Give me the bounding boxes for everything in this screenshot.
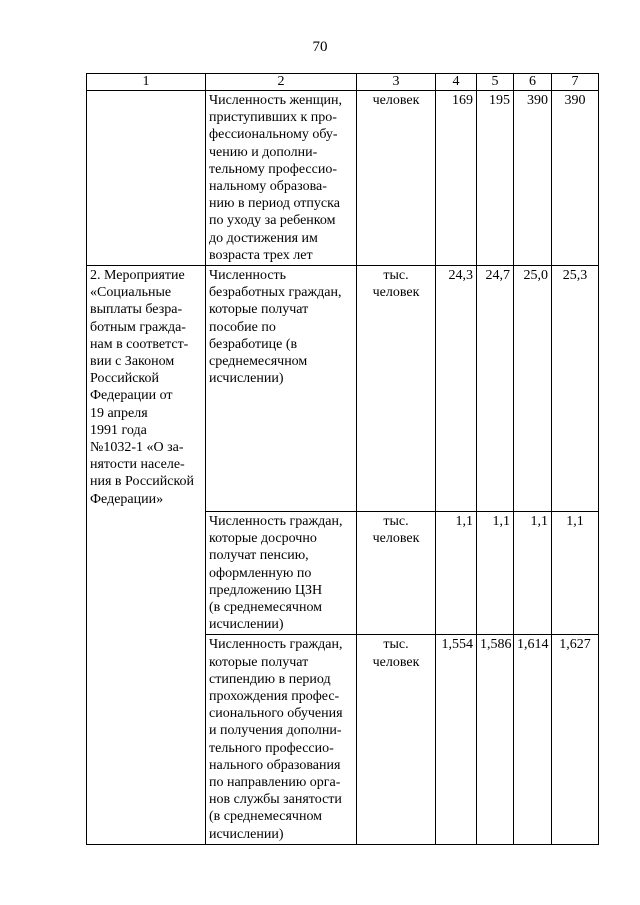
value-cell-col7: 25,3 (552, 266, 599, 512)
value-cell-col5: 1,1 (477, 512, 514, 635)
value-cell-col4: 1,554 (436, 635, 477, 844)
value-cell-col6: 25,0 (514, 266, 552, 512)
column-header-3: 3 (357, 74, 436, 91)
indicator-cell: Численность безработных граждан, которые получат пособие по безработице (в среднемесячном исчислении) (206, 266, 357, 512)
column-header-2: 2 (206, 74, 357, 91)
table-row (87, 266, 599, 512)
column-header-1: 1 (87, 74, 206, 91)
column-header-5: 5 (477, 74, 514, 91)
column-number-header-row (87, 74, 599, 91)
event-cell (87, 91, 206, 266)
value-cell-col5: 195 (477, 91, 514, 266)
value-cell-col4: 24,3 (436, 266, 477, 512)
unit-cell: тыс. человек (357, 266, 436, 512)
value-cell-col5: 1,586 (477, 635, 514, 844)
value-cell-col7: 1,627 (552, 635, 599, 844)
program-indicators-table (86, 73, 599, 845)
column-header-6: 6 (514, 74, 552, 91)
unit-cell: тыс. человек (357, 512, 436, 635)
value-cell-col4: 169 (436, 91, 477, 266)
unit-cell: тыс. человек (357, 635, 436, 844)
value-cell-col6: 390 (514, 91, 552, 266)
unit-cell: человек (357, 91, 436, 266)
indicator-cell: Численность женщин, приступивших к про- фессиональному обу- чению и дополни- тельному профессио- нальному образова- нию в период отпуска по уходу за ребенком до достижения им возраста трех лет (206, 91, 357, 266)
column-header-7: 7 (552, 74, 599, 91)
event-cell: 2. Мероприятие «Социальные выплаты безра- ботным гражда- нам в соответст- вии с Законом Российской Федерации от 19 апреля 1991 года №1032-1 «О за- нятости населе- ния в Российской Федерации» (87, 266, 206, 845)
value-cell-col6: 1,614 (514, 635, 552, 844)
indicator-cell: Численность граждан, которые досрочно получат пенсию, оформленную по предложению ЦЗН (в среднемесячном исчислении) (206, 512, 357, 635)
column-header-4: 4 (436, 74, 477, 91)
page-number: 70 (312, 39, 328, 55)
value-cell-col4: 1,1 (436, 512, 477, 635)
value-cell-col7: 1,1 (552, 512, 599, 635)
indicator-cell: Численность граждан, которые получат стипендию в период прохождения профес- сионального обучения и получения дополни- тельного профессио- нального образования по направлению орга- нов службы занятости (в среднемесячном исчислении) (206, 635, 357, 844)
value-cell-col7: 390 (552, 91, 599, 266)
table-row (87, 91, 599, 266)
value-cell-col5: 24,7 (477, 266, 514, 512)
value-cell-col6: 1,1 (514, 512, 552, 635)
